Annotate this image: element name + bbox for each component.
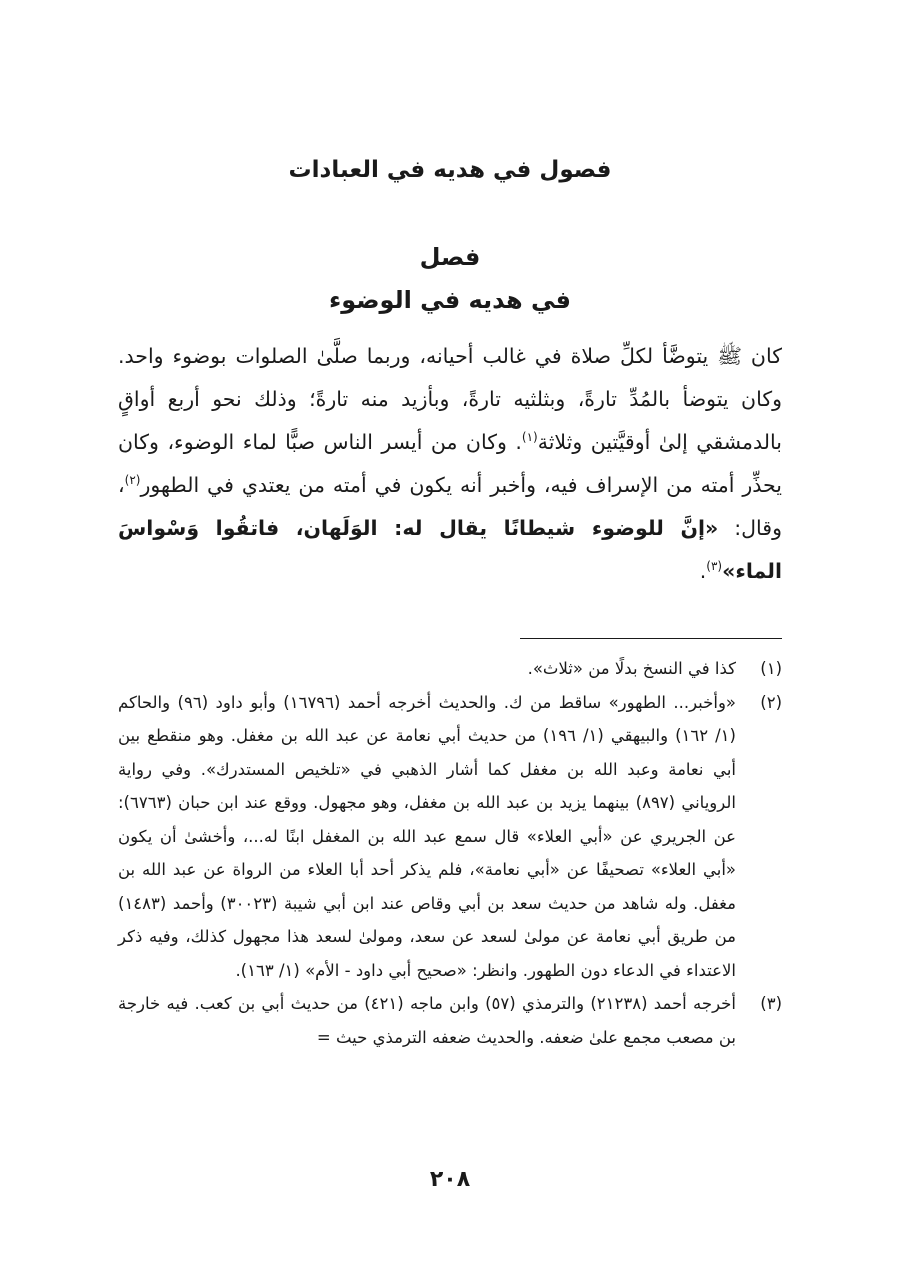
footnote-number: (١) (760, 659, 782, 678)
hadith-quote: «إنَّ للوضوء شيطانًا يقال له: الوَلَهان، فاتقُوا وَسْواسَ الماء» (118, 516, 782, 583)
footnote-ref-3[interactable]: (٣) (706, 559, 723, 574)
section-label: فصل (419, 243, 481, 271)
footnote-text: كذا في النسخ بدلًا من «ثلاث». (527, 659, 736, 678)
footnote-text: «وأخبر... الطهور» ساقط من ك. والحديث أخرجه أحمد (١٦٧٩٦) وأبو داود (٩٦) والحاكم (١/ ١٦٢) والبيهقي (١/ ١٩٦) من حديث أبي نعامة عن عبد الله بن مغفل. وهو منقطع بين أبي نعامة وعبد الله بن مغفل كما أشار الذهبي في «تلخيص المستدرك». وفي رواية الروياني (٨٩٧) بينهما يزيد بن عبد الله بن مغفل، وهو مجهول. ووقع عند ابن حبان (٦٧٦٣): عن الجريري عن «أبي العلاء» قال سمع عبد الله بن المغفل ابنًا له...، وأخشىٰ أن يكون «أبي العلاء» تصحيفًا عن «أبي نعامة»، فلم يذكر أحد أبا العلاء من الرواة عن عبد الله بن مغفل. وله شاهد من حديث سعد بن أبي وقاص عند ابن أبي شيبة (٣٠٠٢٣) وأحمد (١٤٨٣) من طريق أبي نعامة عن مولىٰ لسعد عن سعد، ومولىٰ لسعد هذا مجهول كذلك، وفيه ذكر الاعتداء في الدعاء دون الطهور. وانظر: «صحيح أبي داود - الأم» (١/ ١٦٣). (118, 692, 737, 980)
chapter-title: فصول في هديه في العبادات (288, 157, 612, 183)
footnote-separator (520, 638, 782, 639)
footnote-number: (٢) (760, 692, 782, 712)
body-text: . وكان من أيسر الناس صبًّا لماء الوضوء، وكان يحذِّر أمته من الإسراف فيه، وأخبر أنه يكون في أمته من يعتدي في الطهور (118, 430, 782, 497)
footnote-item (118, 686, 782, 988)
body-text: ، وقال: (118, 473, 783, 540)
main-paragraph (118, 335, 782, 593)
body-text: . (699, 559, 707, 583)
body-text: كان ﷺ يتوضَّأ لكلِّ صلاة في غالب أحيانه، وربما صلَّىٰ الصلوات بوضوء واحد. وكان يتوضأ بالمُدِّ تارةً، وبثلثيه تارةً، وبأزيد منه تارةً؛ وذلك نحو أربع أواقٍ بالدمشقي إلىٰ أوقيَّتين وثلاثة (118, 344, 782, 454)
footnote-item (118, 987, 782, 1054)
footnotes (118, 652, 782, 1054)
footnote-ref-2[interactable]: (٢) (124, 473, 141, 488)
footnote-number: (٣) (760, 994, 782, 1013)
page-number: ٢٠٨ (429, 1167, 471, 1192)
section-subtitle: في هديه في الوضوء (329, 286, 571, 314)
footnote-text: أخرجه أحمد (٢١٢٣٨) والترمذي (٥٧) وابن ماجه (٤٢١) من حديث أبي بن كعب. فيه خارجة بن مصعب مجمع علىٰ ضعفه. والحديث ضعفه الترمذي حيث = (118, 994, 736, 1047)
footnote-ref-1[interactable]: (١) (521, 430, 538, 445)
footnote-item (118, 652, 782, 686)
